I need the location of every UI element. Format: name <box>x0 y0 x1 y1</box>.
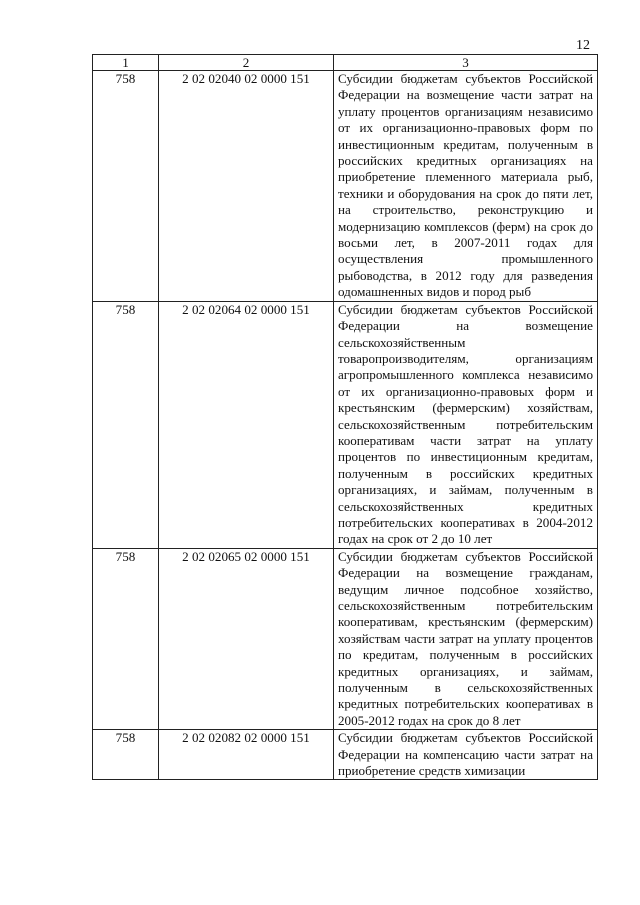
kbk-code-cell: 2 02 02065 02 0000 151 <box>159 548 334 729</box>
revenue-name-cell: Субсидии бюджетам субъектов Российской Федерации на возмещение гражданам, ведущим личное подсобное хозяйство, сельскохозяйственным потребительским кооперативам, крестьянским (фермерским) хозяйствам части затрат на уплату процентов по кредитам, полученным в российских кредитных организациях, и займам, полученным в сельскохозяйственных кредитных потребительских кооперативах в 2005-2012 годах на срок до 8 лет <box>334 548 598 729</box>
revenue-name-cell: Субсидии бюджетам субъектов Российской Федерации на возмещение сельскохозяйственным товаропроизводителям, организациям агропромышленного комплекса независимо от их организационно-правовых форм и крестьянским (фермерским) хозяйствам, сельскохозяйственным потребительским кооперативам части затрат на уплату процентов по инвестиционным кредитам, полученным в российских кредитных организациях, и займам, полученным в сельскохозяйственных кредитных потребительских кооперативах в 2004-2012 годах на срок от 2 до 10 лет <box>334 301 598 548</box>
admin-code-cell: 758 <box>93 730 159 780</box>
column-header-3: 3 <box>334 55 598 71</box>
admin-code-cell: 758 <box>93 548 159 729</box>
admin-code-cell: 758 <box>93 301 159 548</box>
revenue-name-cell: Субсидии бюджетам субъектов Российской Федерации на компенсацию части затрат на приобретение средств химизации <box>334 730 598 780</box>
column-header-1: 1 <box>93 55 159 71</box>
table-header-row <box>93 55 598 71</box>
kbk-code-cell: 2 02 02040 02 0000 151 <box>159 71 334 302</box>
table-row <box>93 301 598 548</box>
table-row <box>93 730 598 780</box>
budget-codes-table <box>92 54 598 780</box>
admin-code-cell: 758 <box>93 71 159 302</box>
table-row <box>93 548 598 729</box>
table-row <box>93 71 598 302</box>
kbk-code-cell: 2 02 02064 02 0000 151 <box>159 301 334 548</box>
column-header-2: 2 <box>159 55 334 71</box>
kbk-code-cell: 2 02 02082 02 0000 151 <box>159 730 334 780</box>
page-number: 12 <box>576 38 590 53</box>
revenue-name-cell: Субсидии бюджетам субъектов Российской Федерации на возмещение части затрат на уплату процентов организациям независимо от их организационно-правовых форм по инвестиционным кредитам, полученным в российских кредитных организациях на приобретение племенного материала рыб, техники и оборудования на срок до пяти лет, на строительство, реконструкцию и модернизацию комплексов (ферм) на срок до восьми лет, в 2007-2011 годах для осуществления промышленного рыбоводства, в 2012 году для разведения одомашненных видов и пород рыб <box>334 71 598 302</box>
